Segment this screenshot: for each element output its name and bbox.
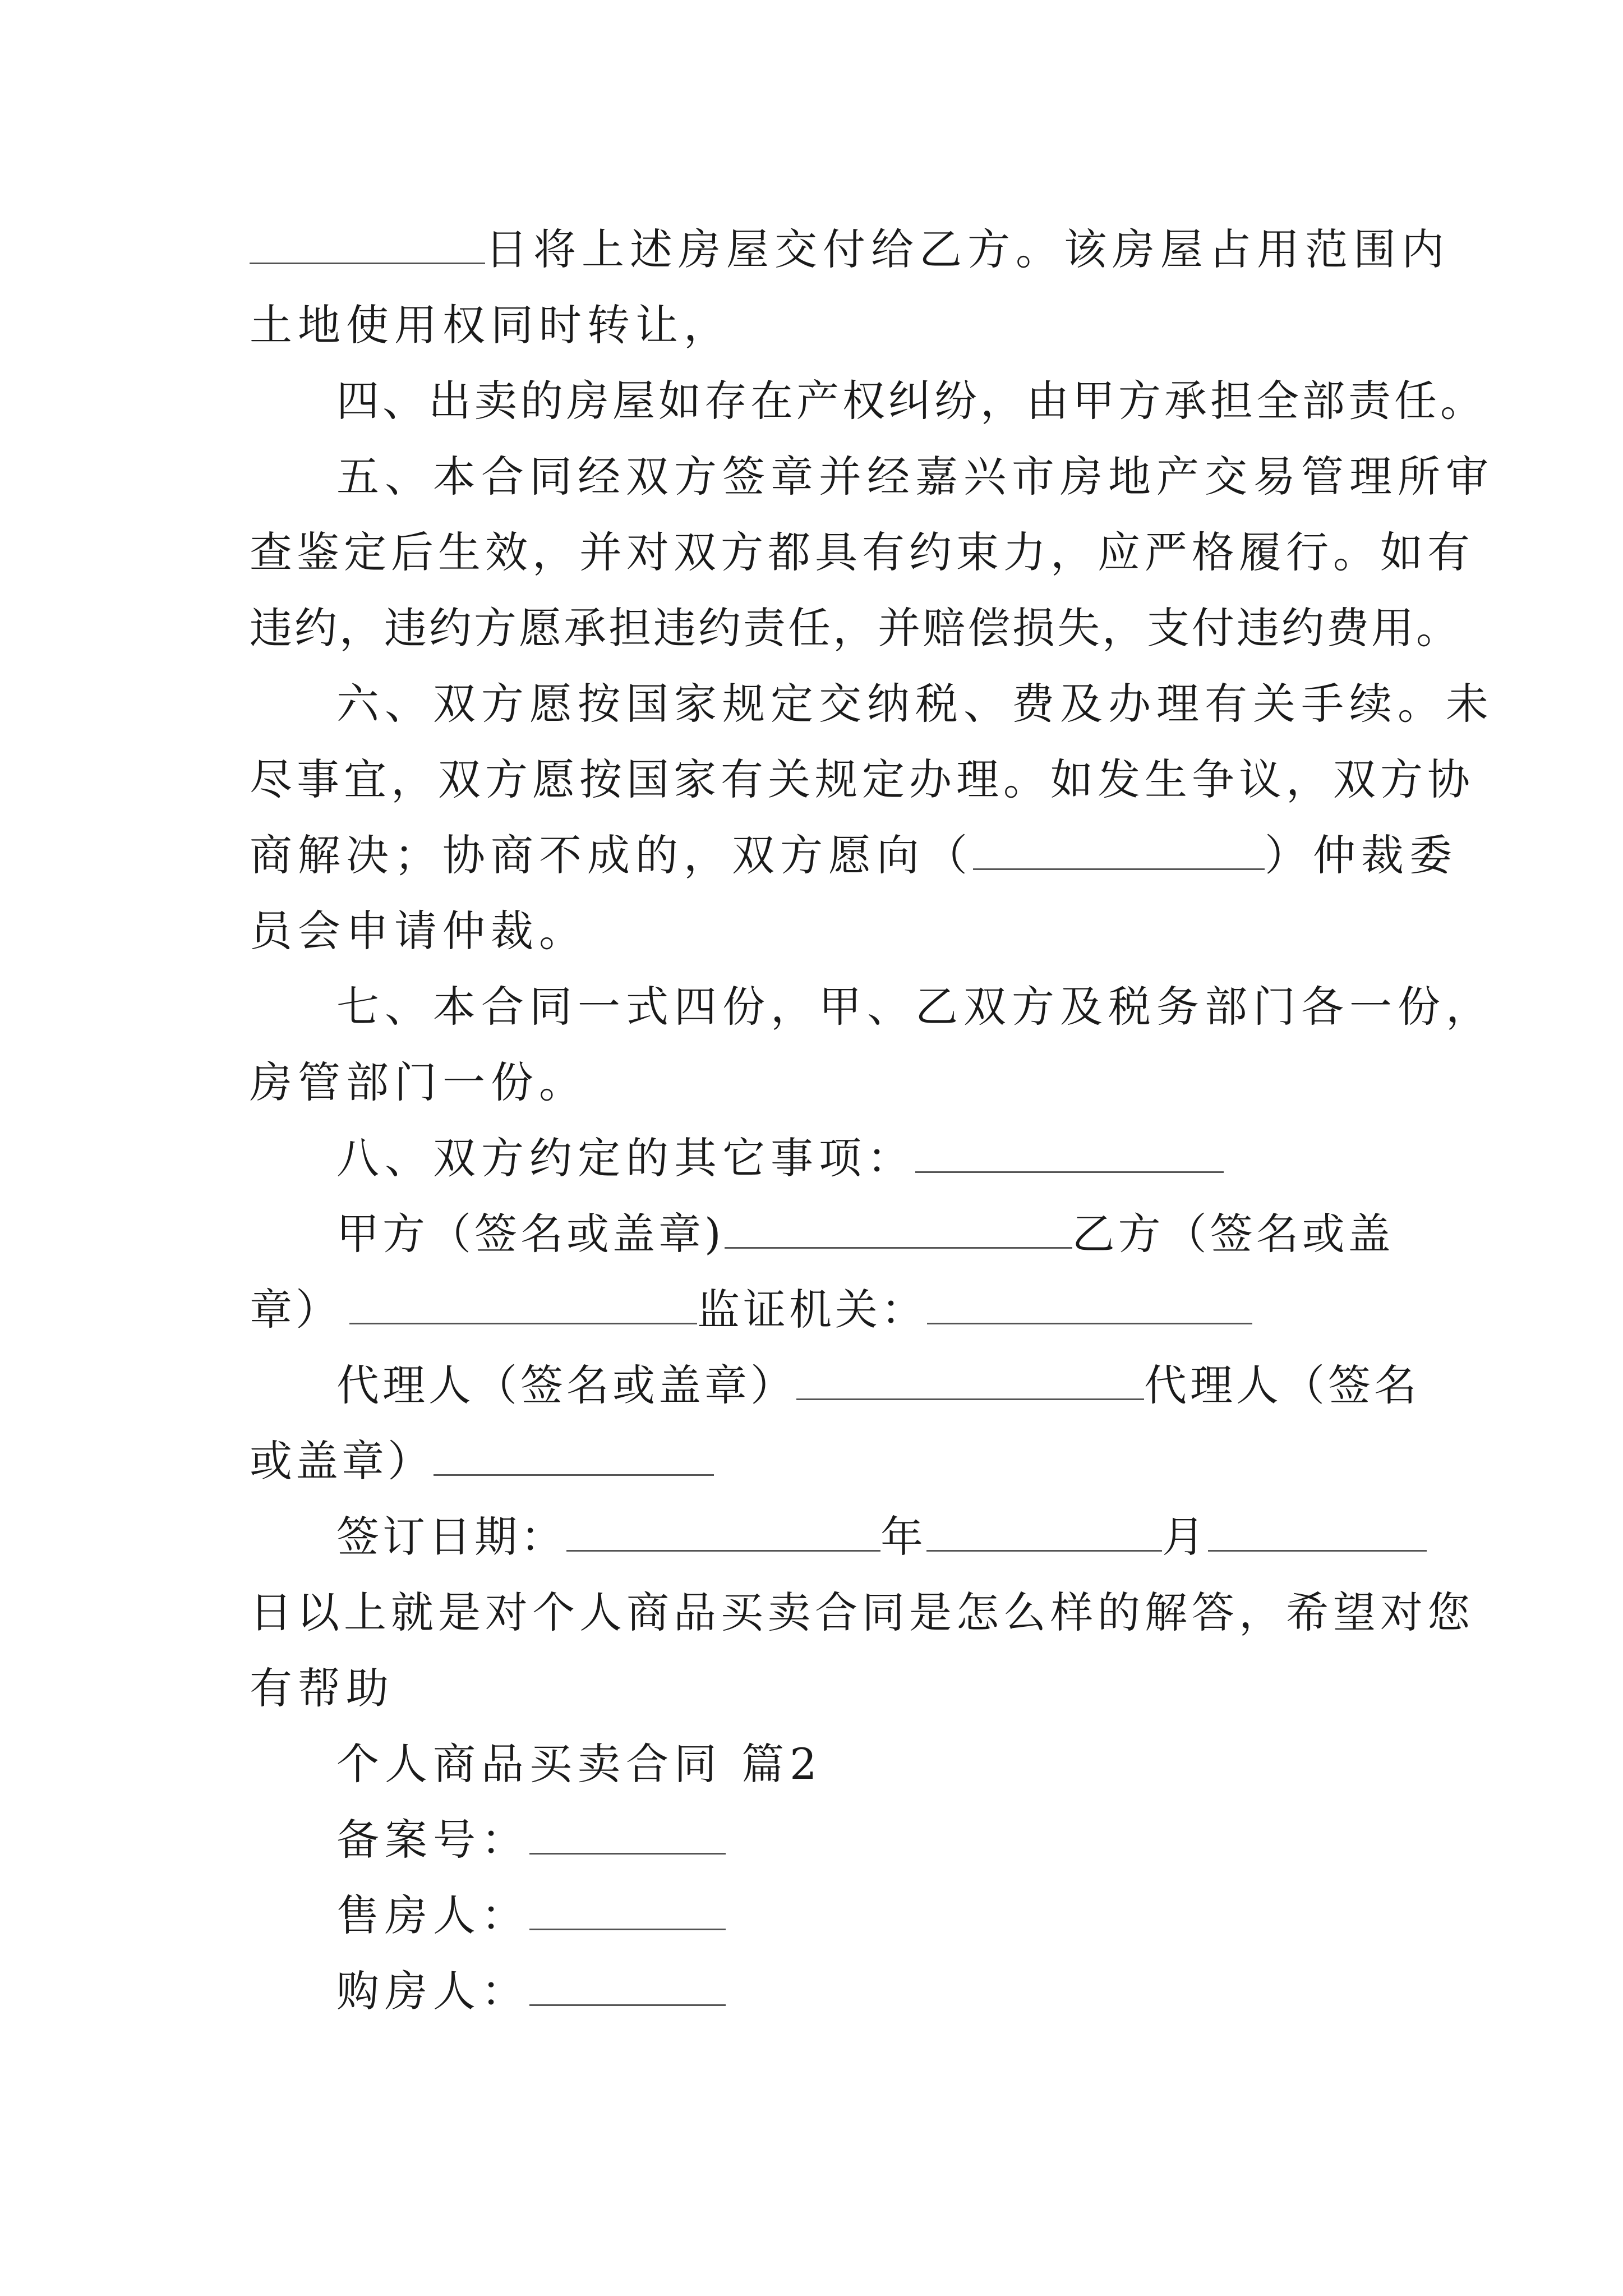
paragraph-text: 商解决；协商不成的，双方愿向（ [250,830,973,880]
text-line [250,1055,587,1111]
paragraph-text: 土地使用权同时转让， [250,300,732,350]
paragraph-text: 年 [880,1512,926,1562]
paragraph-text: 五、本合同经双方签章并经嘉兴市房地产交易管理所审 [336,452,1494,501]
paragraph-text: 或盖章） [250,1436,434,1486]
text-line [336,676,1494,732]
text-line [336,979,1494,1035]
paragraph-text: 查鉴定后生效，并对双方都具有约束力，应严格履行。如有 [250,527,1474,577]
paragraph-text: 日以上就是对个人商品买卖合同是怎么样的解答，希望对您 [250,1588,1474,1637]
paragraph-text: 员会申请仲裁。 [250,906,587,956]
text-line [336,1812,726,1868]
paragraph-text: 房管部门一份。 [250,1057,587,1107]
text-line [336,1963,726,2019]
fill-blank [796,1359,1144,1400]
text-line [250,752,1474,808]
fill-blank [250,223,485,264]
text-line [250,1433,714,1489]
heading-text: 个人商品买卖合同 篇2 [336,1739,823,1789]
paragraph-text: ）仲裁委 [1265,830,1458,880]
paragraph-text: 甲方（签名或盖章) [336,1209,725,1259]
fill-blank [927,1283,1252,1324]
paragraph-text: 八、双方约定的其它事项： [336,1133,915,1183]
paragraph-text: 代理人（签名或盖章） [336,1360,796,1410]
paragraph-text: 月 [1162,1512,1208,1562]
text-line [336,1130,1224,1186]
paragraph-text: 七、本合同一式四份，甲、乙双方及税务部门各一份， [336,982,1494,1032]
text-line [336,1206,1394,1262]
text-line [250,1660,394,1717]
fill-blank [1208,1511,1427,1552]
paragraph-text: 日将上述房屋交付给乙方。该房屋占用范围内 [485,224,1450,274]
paragraph-text: 章） [250,1285,342,1335]
fill-blank [725,1208,1072,1249]
text-line [336,1888,726,1944]
text-line [250,1282,1252,1338]
text-line [250,222,1450,278]
fill-blank [926,1511,1162,1552]
text-line [250,600,1461,656]
paragraph-text: 签订日期： [336,1512,566,1562]
paragraph-text: 代理人（签名 [1144,1360,1420,1410]
section-heading [336,1736,823,1792]
paragraph-text: 四、出卖的房屋如存在产权纠纷，由甲方承担全部责任。 [336,376,1486,426]
fill-blank [529,1814,726,1855]
field-label: 售房人： [336,1890,529,1940]
fill-blank [529,1965,726,2006]
fill-blank [973,829,1265,870]
field-label: 备案号： [336,1815,529,1865]
paragraph-text: 尽事宜，双方愿按国家有关规定办理。如发生争议，双方协 [250,754,1474,804]
text-line [336,1509,1427,1565]
text-line [336,449,1494,505]
text-line [336,1358,1420,1414]
paragraph-text: 乙方（签名或盖 [1072,1209,1394,1259]
fill-blank [434,1435,714,1476]
paragraph-text: 有帮助 [250,1663,394,1713]
text-line [250,903,587,959]
fill-blank [915,1132,1224,1173]
fill-blank [566,1511,880,1552]
paragraph-text: 违约，违约方愿承担违约责任，并赔偿损失，支付违约费用。 [250,603,1461,653]
text-line [250,524,1474,581]
text-line [250,297,732,353]
paragraph-text: 六、双方愿按国家规定交纳税、费及办理有关手续。未 [336,679,1494,729]
text-line [336,373,1486,429]
fill-blank [529,1889,726,1930]
field-label: 购房人： [336,1966,529,2016]
text-line [250,1585,1474,1641]
fill-blank [349,1283,697,1324]
text-line [250,827,1458,884]
paragraph-text: 监证机关： [697,1285,927,1335]
